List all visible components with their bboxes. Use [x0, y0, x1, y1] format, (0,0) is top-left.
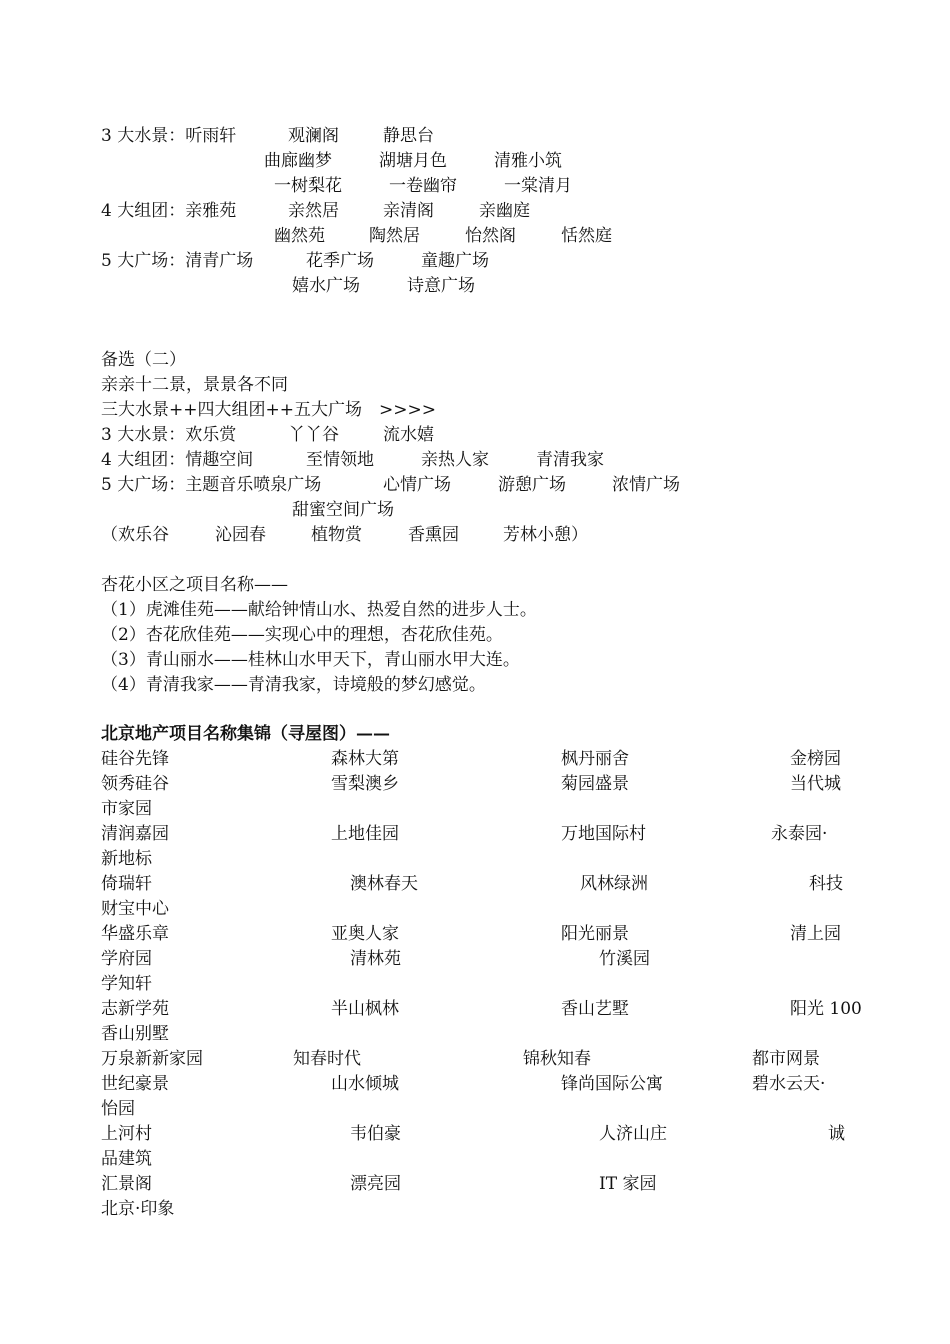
project-name: 人济山庄: [599, 1124, 667, 1144]
project-name: 当代城: [790, 774, 841, 794]
group-item: 青清我家: [536, 450, 604, 470]
project-name: 学府园: [101, 949, 152, 969]
water-item: 一棠清月: [504, 176, 572, 196]
section2-title: 备选（二）: [101, 350, 186, 370]
group-label: 4 大组团：亲雅苑: [101, 201, 237, 221]
group-item: 幽然苑: [274, 226, 325, 246]
project-name: 万地国际村: [561, 824, 646, 844]
project-name: 山水倾城: [331, 1074, 399, 1094]
square-item: 童趣广场: [421, 251, 489, 271]
project-name: 上河村: [101, 1124, 152, 1144]
project-name: 科技: [809, 874, 843, 894]
project-name: 永泰园·: [771, 824, 828, 844]
project-name: 新地标: [101, 849, 152, 869]
group-item: 恬然庭: [561, 226, 612, 246]
project-name: 市家园: [101, 799, 152, 819]
project-name: 北京·印象: [101, 1199, 175, 1219]
water-item: 观澜阁: [288, 126, 339, 146]
extra-item: 沁园春: [215, 525, 266, 545]
project-name: 清润嘉园: [101, 824, 169, 844]
project-name: 财宝中心: [101, 899, 169, 919]
section2-summary: 三大水景++四大组团++五大广场 >>>>: [101, 400, 436, 420]
group-item: 亲热人家: [421, 450, 489, 470]
water-item: 流水嬉: [383, 425, 434, 445]
project-name: 竹溪园: [599, 949, 650, 969]
project-name: 锋尚国际公寓: [561, 1074, 663, 1094]
project-name: 枫丹丽舍: [561, 749, 629, 769]
project-name: 香山别墅: [101, 1024, 169, 1044]
project-name: 锦秋知春: [523, 1049, 591, 1069]
water-item: 丫丫谷: [288, 425, 339, 445]
project-name: 诚: [828, 1124, 845, 1144]
extra-item: 香熏园: [408, 525, 459, 545]
water-label: 3 大水景：欢乐赏: [101, 425, 237, 445]
group-item: 亲然居: [288, 201, 339, 221]
square-label: 5 大广场：清青广场: [101, 251, 254, 271]
water-item: 一树梨花: [274, 176, 342, 196]
square-item: 浓情广场: [612, 475, 680, 495]
section3-title: 杏花小区之项目名称——: [101, 575, 288, 595]
square-item: 诗意广场: [407, 276, 475, 296]
square-label: 5 大广场：主题音乐喷泉广场: [101, 475, 322, 495]
water-item: 清雅小筑: [494, 151, 562, 171]
project-name: 华盛乐章: [101, 924, 169, 944]
project-name: 碧水云天·: [752, 1074, 826, 1094]
square-item: 游憩广场: [498, 475, 566, 495]
extra-item: （欢乐谷: [101, 525, 169, 545]
project-name: 志新学苑: [101, 999, 169, 1019]
project-name: 阳光丽景: [561, 924, 629, 944]
project-name: 韦伯豪: [350, 1124, 401, 1144]
project-name: 香山艺墅: [561, 999, 629, 1019]
square-item: 甜蜜空间广场: [292, 500, 394, 520]
project-name: 澳林春天: [350, 874, 418, 894]
section4-title: 北京地产项目名称集锦（寻屋图）——: [101, 724, 390, 744]
section2-slogan: 亲亲十二景，景景各不同: [101, 375, 288, 395]
square-item: 嬉水广场: [292, 276, 360, 296]
project-name: 品建筑: [101, 1149, 152, 1169]
group-label: 4 大组团：情趣空间: [101, 450, 254, 470]
project-name: 阳光 100: [790, 999, 862, 1019]
water-item: 静思台: [383, 126, 434, 146]
project-name: 清林苑: [350, 949, 401, 969]
group-item: 陶然居: [369, 226, 420, 246]
water-item: 一卷幽帘: [389, 176, 457, 196]
project-name: 学知轩: [101, 974, 152, 994]
project-name: 都市网景: [752, 1049, 820, 1069]
project-name: 倚瑞轩: [101, 874, 152, 894]
project-name: 世纪豪景: [101, 1074, 169, 1094]
project-name: 菊园盛景: [561, 774, 629, 794]
square-item: 心情广场: [383, 475, 451, 495]
project-name: 漂亮园: [350, 1174, 401, 1194]
project-name: 怡园: [101, 1099, 135, 1119]
square-item: 花季广场: [306, 251, 374, 271]
water-item: 曲廊幽梦: [264, 151, 332, 171]
project-name: 金榜园: [790, 749, 841, 769]
project-name: 汇景阁: [101, 1174, 152, 1194]
project-name: 领秀硅谷: [101, 774, 169, 794]
project-name: 半山枫林: [331, 999, 399, 1019]
extra-item: 芳林小憩）: [503, 525, 588, 545]
group-item: 亲幽庭: [479, 201, 530, 221]
name-item: （1）虎滩佳苑——献给钟情山水、热爱自然的进步人士。: [101, 600, 537, 620]
project-name: 硅谷先锋: [101, 749, 169, 769]
water-label: 3 大水景：听雨轩: [101, 126, 237, 146]
project-name: IT 家园: [599, 1174, 657, 1194]
project-name: 亚奥人家: [331, 924, 399, 944]
extra-item: 植物赏: [311, 525, 362, 545]
name-item: （4）青清我家——青清我家，诗境般的梦幻感觉。: [101, 675, 486, 695]
project-name: 清上园: [790, 924, 841, 944]
name-item: （3）青山丽水——桂林山水甲天下，青山丽水甲大连。: [101, 650, 520, 670]
project-name: 森林大第: [331, 749, 399, 769]
group-item: 怡然阁: [465, 226, 516, 246]
project-name: 万泉新新家园: [101, 1049, 203, 1069]
project-name: 知春时代: [293, 1049, 361, 1069]
project-name: 风林绿洲: [580, 874, 648, 894]
group-item: 亲清阁: [383, 201, 434, 221]
water-item: 湖塘月色: [379, 151, 447, 171]
group-item: 至情领地: [306, 450, 374, 470]
project-name: 上地佳园: [331, 824, 399, 844]
project-name: 雪梨澳乡: [331, 774, 399, 794]
name-item: （2）杏花欣佳苑——实现心中的理想，杏花欣佳苑。: [101, 625, 503, 645]
